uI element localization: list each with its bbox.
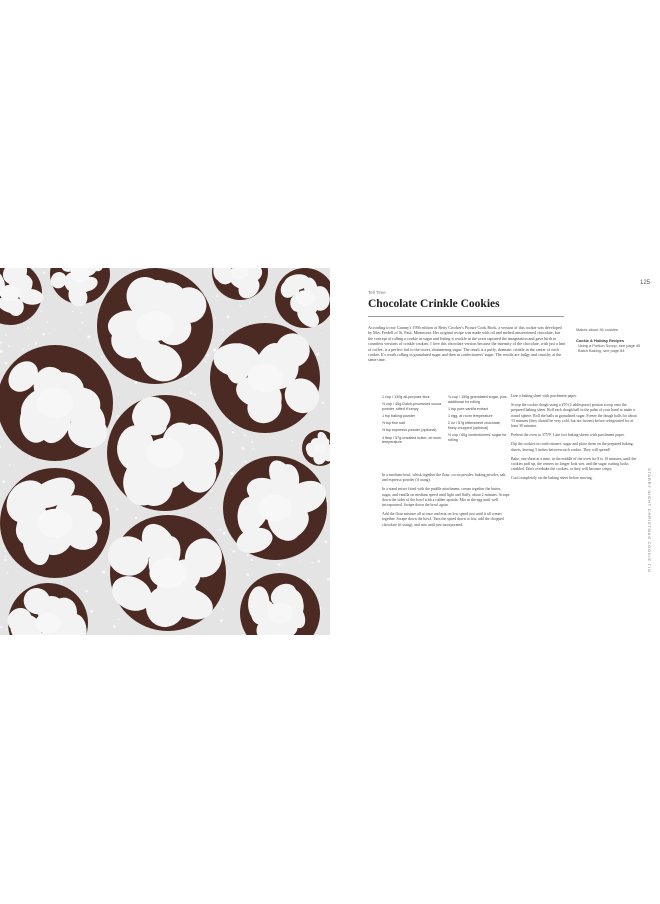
cookie	[0, 468, 110, 578]
ingredients-right	[448, 395, 510, 445]
method-step: In a medium bowl, whisk together the flour, cocoa powder, baking powder, salt, and espresso powder (if using).	[382, 473, 507, 483]
method-step: Cool completely on the baking sheet before moving.	[511, 476, 593, 481]
ingredients-left	[382, 395, 444, 447]
ingredient-item: 2 oz / 57g bittersweet chocolate, finely chopped (optional)	[448, 421, 501, 430]
recipe-page	[330, 268, 660, 635]
method-step: Preheat the oven to 375°F. Line two baking sheets with parchment paper.	[511, 433, 625, 438]
method-steps-right	[511, 394, 639, 486]
ingredient-item: ½ tsp fine salt	[382, 421, 405, 426]
ingredient-item: ½ cup / 60g confectioners' sugar for rolling	[448, 432, 507, 442]
related-link[interactable]: Batch Baking, see page 84	[578, 348, 625, 353]
ingredient-item: 4 tbsp / 57g unsalted butter, at room temperature	[382, 435, 442, 445]
related-link[interactable]: Using a Portion Scoop, see page 45	[578, 343, 641, 348]
page-number: 125	[639, 280, 650, 286]
method-step: Add the flour mixture all at once and mix on low speed just until it all comes together. Scrape down the bowl. Turn the speed down to low, add the chopped chocolate (if using), and mix until just incorporated.	[382, 512, 504, 527]
method-step: Line a baking sheet with parchment paper.	[511, 394, 578, 398]
ingredient-item: ½ tsp espresso powder (optional)	[382, 428, 437, 433]
running-footer-vertical: STARRY NIGHT CHRISTMAS COOKIE TIN	[647, 468, 652, 573]
ingredient-item: ¾ cup / 150g granulated sugar, plus additional for rolling	[448, 395, 507, 404]
cookie-photo	[0, 268, 330, 635]
title-divider	[368, 316, 564, 317]
method-step: In a stand mixer fitted with the paddle attachment, cream together the butter, sugar, and vanilla on medium speed until light and fluffy, about 2 minutes. Scrape down the sides of the bowl with a rubber spatula. Mix in the egg until well incorporated. Scrape down the bowl again.	[382, 487, 510, 508]
cookie	[0, 345, 113, 461]
ingredient-item: 1 tsp pure vanilla extract	[448, 406, 488, 411]
method-steps-left	[382, 473, 510, 532]
cookie-photo-svg	[0, 268, 330, 635]
ingredient-item: ½ cup / 40g Dutch-processed cocoa powder, sifted if lumpy	[382, 402, 442, 411]
ingredient-item: 1 cup / 130g all-purpose flour	[382, 395, 430, 399]
yield-text: Makes about 36 cookies	[576, 327, 618, 332]
method-step: Bake, one sheet at a time, in the middle of the oven for 8 to 10 minutes, until the cookies puff up, the centers no longer look wet, and the sugar coating looks crinkled. Don't overbake the cookies, or they will become crispy.	[511, 456, 637, 472]
recipe-title: Chocolate Crinkle Cookies	[368, 298, 500, 310]
section-label: Tell Time	[368, 290, 386, 295]
method-step: Dip the cookies in confectioners' sugar and place them on the prepared baking sheets, leaving 3 inches between each cookie. They will spread!	[511, 442, 633, 452]
method-step: Scoop the cookie dough using a #70 (2 tablespoon) portion scoop onto the prepared baking sheet. Roll each dough ball in the palm of your hand to make a round sphere. Roll the balls in granulated sugar. Freeze the dough balls for about 15 minutes (they should be very cold, but not frozen) before refrigerated for at least 30 minutes.	[511, 403, 637, 429]
recipe-intro: According to my Granny's 1956 edition of Betty Crocker's Picture Cook Book, a version of this cookie was developed by Mrs. Fredell of St. Paul, Minnesota. Her original recipe was made with oil and melted unsweetened chocolate, but the concept of rolling a cookie in sugar and letting it crackle in the oven captured the imagination and gave birth to countless versions of crinkle cookies. I love this chocolate version because the intensity of the chocolate, with just a hint of coffee, is a perfect foil to the sweet, shimmering sugar. The result is a puffy, dramatic crinkle in the center of each cookie. It's worth rolling in granulated sugar and then in confectioners' sugar. The results are fudgy and crunchy at the same time.	[368, 325, 566, 363]
ingredient-item: 1 tsp baking powder	[382, 413, 416, 418]
recipe-sidebar	[576, 327, 656, 353]
ingredient-item: 1 egg, at room temperature	[448, 413, 493, 418]
related-title: Cookie & Holiday Recipes	[576, 338, 624, 343]
